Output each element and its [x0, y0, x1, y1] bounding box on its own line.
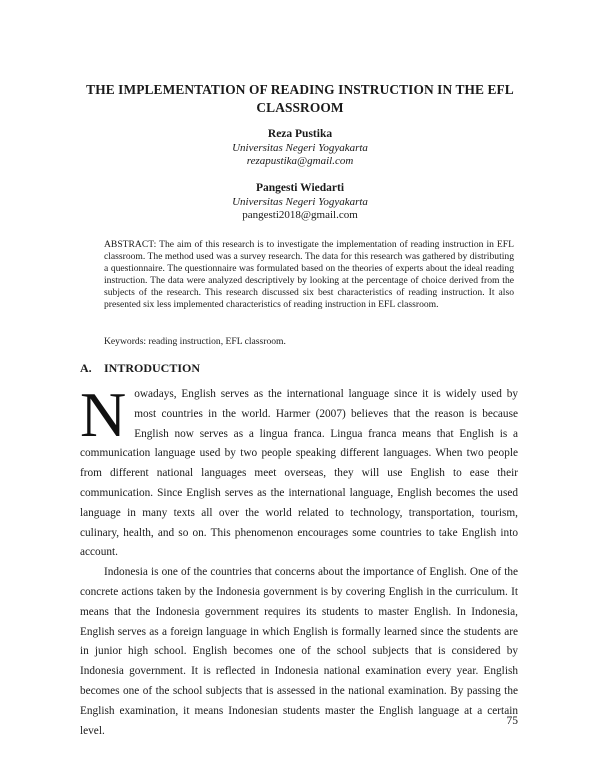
paragraph-2: Indonesia is one of the countries that concerns about the importance of English. One of the concrete actions taken by the Indonesia government is by covering English in the curriculum. It means that the Indonesia government requires its students to master English. In Indonesia, English serves as a foreign language in which English is formally learned since the students are in junior high school. English becomes one of the school subjects that is considered by Indonesia government. It is reflected in Indonesia national examination every year. English becomes one of the school subjects that is assessed in the national examination. By passing the English examination, it means Indonesian students master the English language at a certain level.: [80, 566, 518, 737]
section-title: INTRODUCTION: [104, 361, 201, 375]
abstract: ABSTRACT: The aim of this research is to investigate the implementation of reading instruction in EFL classroom. The method used was a survey research. The data for this research was gathered by distributing a questionnaire. The questionnaire was formulated based on the theories of experts about the ideal reading instruction. The data were analyzed descriptively by looking at the percentage of choice derived from the subjects of the research. This research discussed six best characteristics of reading instruction. It also presented six less implemented characteristics of reading instruction in EFL classroom.: [104, 239, 514, 310]
author-name: Reza Pustika: [267, 128, 333, 140]
paragraph-1-text: owadays, English serves as the international language since it is widely used by most countries in the world. Harmer (2007) believes that the reason is because English now serves as a lingua franca. Lingua franca means that English is a communication language used by two people speaking different languages. When two people from different national languages meet overseas, they will use English to ease their communication. Since English serves as the international language, English becomes the used language in many texts all over the world related to technology, transportation, tourism, culinary, health, and so on. This phenomenon encourages some countries to take English into account.: [80, 388, 518, 559]
author-affiliation: Universitas Negeri Yogyakarta: [232, 196, 368, 208]
author-1: [100, 127, 500, 168]
author-name: Pangesti Wiedarti: [255, 182, 345, 194]
keywords: Keywords: reading instruction, EFL classroom.: [104, 336, 286, 347]
author-affiliation: Universitas Negeri Yogyakarta: [232, 142, 368, 154]
drop-cap: N: [80, 379, 127, 450]
body-text: [80, 379, 518, 741]
section-number: A.: [80, 361, 92, 375]
paper-title: THE IMPLEMENTATION OF READING INSTRUCTION IN THE EFL CLASSROOM: [86, 82, 514, 115]
author-email: pangesti2018@gmail.com: [242, 209, 358, 221]
author-2: [100, 181, 500, 222]
author-email: rezapustika@gmail.com: [246, 155, 354, 167]
page-number: 75: [506, 715, 518, 727]
paragraph-1: [80, 379, 518, 563]
section-heading: [80, 361, 200, 376]
